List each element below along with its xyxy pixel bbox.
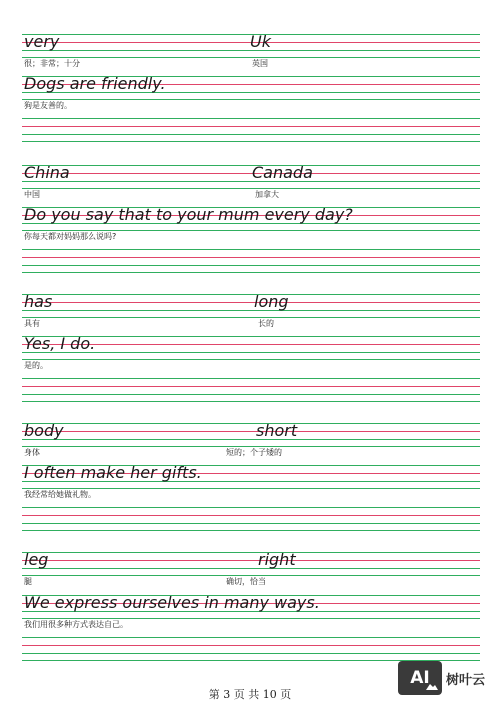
translation-left: 身体 xyxy=(24,448,40,457)
sentence-translation: 狗是友善的。 xyxy=(24,101,72,110)
example-sentence: Do you say that to your mum every day? xyxy=(24,205,353,224)
guide-line xyxy=(22,302,480,303)
guide-line xyxy=(22,359,480,360)
translation-right: 加拿大 xyxy=(255,190,279,199)
guide-line xyxy=(22,99,480,100)
brand-name: 树叶云 xyxy=(446,672,486,688)
guide-line xyxy=(22,552,480,553)
vocab-word-right: long xyxy=(254,292,289,311)
guide-line xyxy=(22,249,480,250)
guide-line xyxy=(22,118,480,119)
example-sentence: I often make her gifts. xyxy=(24,463,202,482)
guide-line xyxy=(22,317,480,318)
guide-line xyxy=(22,265,480,266)
guide-line xyxy=(22,378,480,379)
vocab-word-right: right xyxy=(258,550,296,569)
guide-line xyxy=(22,560,480,561)
guide-line xyxy=(22,394,480,395)
vocab-word-left: has xyxy=(24,292,53,311)
guide-line xyxy=(22,310,480,311)
vocab-word-right: Uk xyxy=(250,32,271,51)
guide-line xyxy=(22,575,480,576)
guide-line xyxy=(22,488,480,489)
guide-line xyxy=(22,431,480,432)
guide-line xyxy=(22,134,480,135)
image-icon xyxy=(426,681,438,690)
sentence-translation: 我们用很多种方式表达自己。 xyxy=(24,620,128,629)
example-sentence: Yes, I do. xyxy=(24,334,96,353)
sentence-translation: 我经常给她做礼物。 xyxy=(24,490,96,499)
translation-left: 具有 xyxy=(24,319,40,328)
guide-line xyxy=(22,637,480,638)
guide-line xyxy=(22,188,480,189)
sentence-translation: 你每天都对妈妈那么说吗? xyxy=(24,232,117,241)
guide-line xyxy=(22,257,480,258)
guide-line xyxy=(22,507,480,508)
guide-line xyxy=(22,173,480,174)
vocab-word-right: short xyxy=(256,421,298,440)
guide-line xyxy=(22,446,480,447)
guide-line xyxy=(22,653,480,654)
translation-right: 英国 xyxy=(252,59,268,68)
translation-right: 确切，恰当 xyxy=(226,577,266,586)
vocab-word-left: body xyxy=(24,421,64,440)
guide-line xyxy=(22,568,480,569)
translation-left: 腿 xyxy=(24,577,32,586)
guide-line xyxy=(22,165,480,166)
guide-line xyxy=(22,57,480,58)
translation-left: 很；非常；十分 xyxy=(24,59,80,68)
guide-line xyxy=(22,126,480,127)
guide-line xyxy=(22,272,480,273)
brand-logo xyxy=(398,661,442,695)
guide-line xyxy=(22,515,480,516)
guide-line xyxy=(22,386,480,387)
guide-line xyxy=(22,439,480,440)
guide-line xyxy=(22,181,480,182)
translation-right: 长的 xyxy=(258,319,274,328)
example-sentence: Dogs are friendly. xyxy=(24,74,166,93)
guide-line xyxy=(22,523,480,524)
logo-text: AI xyxy=(410,668,430,688)
translation-right: 短的；个子矮的 xyxy=(226,448,282,457)
page-number: 第 3 页 共 10 页 xyxy=(208,688,292,701)
guide-line xyxy=(22,401,480,402)
vocab-word-left: very xyxy=(24,32,60,51)
vocab-word-right: Canada xyxy=(252,163,313,182)
guide-line xyxy=(22,141,480,142)
vocab-word-left: leg xyxy=(24,550,49,569)
guide-line xyxy=(22,423,480,424)
sentence-translation: 是的。 xyxy=(24,361,48,370)
translation-left: 中国 xyxy=(24,190,40,199)
guide-line xyxy=(22,294,480,295)
guide-line xyxy=(22,618,480,619)
guide-line xyxy=(22,530,480,531)
example-sentence: We express ourselves in many ways. xyxy=(24,593,320,612)
guide-line xyxy=(22,230,480,231)
vocab-word-left: China xyxy=(24,163,70,182)
guide-line xyxy=(22,645,480,646)
watermark xyxy=(398,661,485,695)
